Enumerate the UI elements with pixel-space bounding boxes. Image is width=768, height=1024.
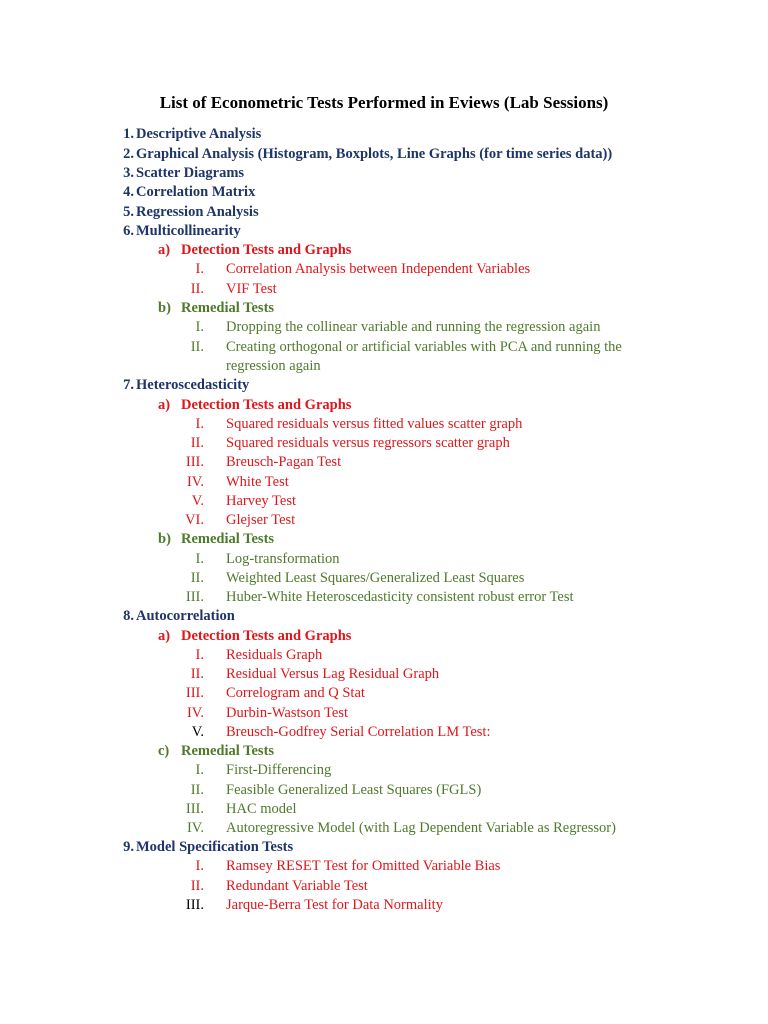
roman-numeral: IV. (186, 705, 204, 721)
item-number: 9. (123, 839, 134, 855)
subsection-label: Remedial Tests (181, 531, 275, 547)
roman-numeral: II. (190, 570, 204, 586)
subsection-marker: a) (158, 242, 171, 258)
roman-numeral: I. (195, 551, 204, 567)
entry-text: Breusch-Pagan Test (226, 454, 342, 470)
roman-numeral: III. (185, 454, 204, 470)
entry-text: Squared residuals versus fitted values scatter graph (226, 416, 523, 432)
roman-numeral: II. (190, 666, 204, 682)
subsection-heading (158, 627, 352, 645)
roman-numeral: II. (190, 339, 204, 355)
roman-numeral: II. (190, 782, 204, 798)
item-number: 8. (123, 608, 134, 624)
entry-text: Breusch-Godfrey Serial Correlation LM Test: (226, 724, 491, 740)
item-number: 7. (123, 377, 134, 393)
entry-text: Jarque-Berra Test for Data Normality (226, 897, 443, 913)
item-label: Heteroscedasticity (136, 377, 250, 393)
item-number: 6. (123, 223, 134, 239)
roman-numeral: III. (185, 589, 204, 605)
roman-numeral: V. (191, 493, 204, 509)
item-label: Autocorrelation (136, 608, 235, 624)
subsection-label: Remedial Tests (181, 300, 275, 316)
subsection-label: Detection Tests and Graphs (181, 242, 352, 258)
subsection-label: Remedial Tests (181, 743, 275, 759)
roman-numeral: I. (195, 762, 204, 778)
entry-text: Redundant Variable Test (226, 878, 368, 894)
entry-text: Correlogram and Q Stat (226, 685, 365, 701)
entry-text: VIF Test (226, 281, 277, 297)
entry-text: Glejser Test (226, 512, 296, 528)
entry-text: Huber-White Heteroscedasticity consistent robust error Test (226, 589, 574, 605)
entry-text: Correlation Analysis between Independent Variables (226, 261, 531, 277)
item-label: Graphical Analysis (Histogram, Boxplots, Line Graphs (for time series data)) (136, 146, 613, 162)
item-label: Correlation Matrix (136, 184, 256, 200)
item-number: 1. (123, 126, 134, 142)
entry-text: Squared residuals versus regressors scatter graph (226, 435, 510, 451)
roman-numeral: I. (195, 319, 204, 335)
entry-text: Weighted Least Squares/Generalized Least Squares (226, 570, 525, 586)
item-number: 3. (123, 165, 134, 181)
item-label: Model Specification Tests (136, 839, 294, 855)
roman-numeral: III. (185, 801, 204, 817)
subsection-marker: a) (158, 628, 171, 644)
entry-text: Harvey Test (226, 493, 296, 509)
entry-text: First-Differencing (226, 762, 332, 778)
item-label: Descriptive Analysis (136, 126, 262, 142)
subsection-heading (158, 742, 275, 760)
entry-text: Log-transformation (226, 551, 340, 567)
item-number: 4. (123, 184, 134, 200)
roman-numeral: II. (190, 878, 204, 894)
subsection-heading (158, 299, 275, 317)
roman-numeral: I. (195, 416, 204, 432)
document-title: List of Econometric Tests Performed in Eviews (Lab Sessions) (159, 93, 609, 112)
roman-numeral: I. (195, 647, 204, 663)
roman-numeral: V. (191, 724, 204, 740)
subsection-label: Detection Tests and Graphs (181, 628, 352, 644)
entry-text: Creating orthogonal or artificial variables with PCA and running the (226, 339, 622, 355)
subsection-marker: a) (158, 397, 171, 413)
entry-text: Residuals Graph (226, 647, 323, 663)
roman-numeral: IV. (186, 474, 204, 490)
item-number: 2. (123, 146, 134, 162)
subsection-marker: c) (158, 743, 170, 759)
roman-numeral: I. (195, 858, 204, 874)
entry-text: Ramsey RESET Test for Omitted Variable Bias (226, 858, 501, 874)
entry-text: Dropping the collinear variable and running the regression again (226, 319, 601, 335)
entry-text: Residual Versus Lag Residual Graph (226, 666, 440, 682)
entry-text: White Test (226, 474, 289, 490)
roman-numeral: VI. (185, 512, 204, 528)
roman-numeral: IV. (186, 820, 204, 836)
entry-text: Feasible Generalized Least Squares (FGLS) (226, 782, 482, 798)
subsection-heading (158, 530, 275, 548)
roman-numeral: II. (190, 281, 204, 297)
entry-text: Durbin-Wastson Test (226, 705, 348, 721)
subsection-marker: b) (158, 531, 171, 547)
item-label: Regression Analysis (136, 204, 259, 220)
subsection-heading (158, 396, 352, 414)
roman-numeral: III. (185, 685, 204, 701)
entry-text: HAC model (226, 801, 297, 817)
roman-numeral: I. (195, 261, 204, 277)
roman-numeral: III. (185, 897, 204, 913)
item-number: 5. (123, 204, 134, 220)
item-label: Multicollinearity (136, 223, 241, 239)
subsection-heading (158, 241, 352, 259)
roman-numeral: II. (190, 435, 204, 451)
entry-text: Autoregressive Model (with Lag Dependent Variable as Regressor) (226, 820, 616, 836)
subsection-marker: b) (158, 300, 171, 316)
item-label: Scatter Diagrams (136, 165, 245, 181)
entry-text-continuation: regression again (226, 358, 321, 374)
subsection-label: Detection Tests and Graphs (181, 397, 352, 413)
